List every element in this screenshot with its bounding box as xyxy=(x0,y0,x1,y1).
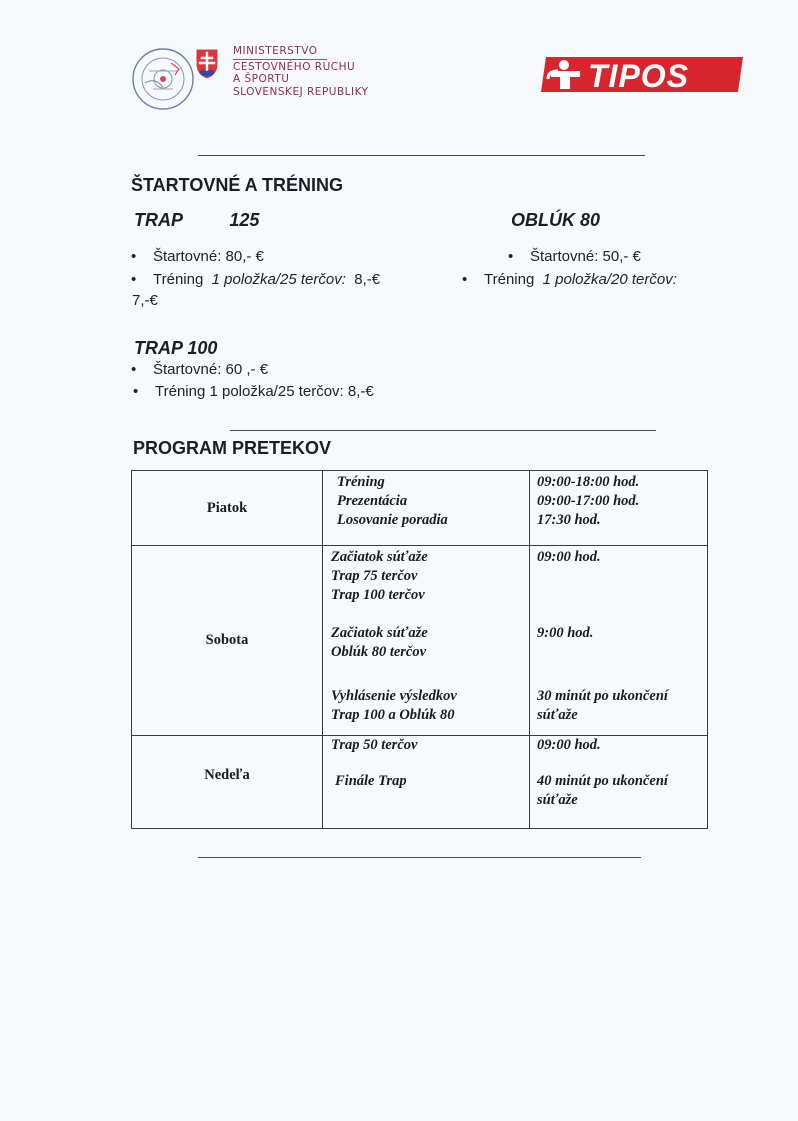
trap125-title xyxy=(134,210,259,231)
tipos-logo xyxy=(540,55,745,94)
time-line xyxy=(537,755,707,772)
trap100-startovne: • Štartovné: 60 ,- € xyxy=(131,361,269,378)
time-line: 17:30 hod. xyxy=(537,512,601,528)
time-line xyxy=(537,586,707,605)
activity-line: Losovanie poradia xyxy=(337,512,448,528)
trap125-count: 125 xyxy=(229,210,260,230)
activity-line: Začiatok súťaže xyxy=(331,549,428,565)
time-line: súťaže xyxy=(537,707,578,723)
section-divider xyxy=(230,430,656,431)
trap125-trening-price: 8,-€ xyxy=(354,271,381,288)
slovak-crest-icon xyxy=(195,48,219,80)
time-line: 30 minút po ukončení xyxy=(537,688,668,704)
time-line: súťaže xyxy=(537,792,578,808)
trap125-trening-detail: 1 položka/25 terčov: xyxy=(211,271,346,288)
day-cell xyxy=(132,471,323,546)
time-line: 09:00 hod. xyxy=(537,737,601,753)
ministry-line-1: MINISTERSTVO xyxy=(233,45,318,57)
obluk80-trening-label: Tréning xyxy=(484,271,535,288)
header-divider xyxy=(198,155,645,156)
day-label: Nedeľa xyxy=(204,766,250,783)
trap125-extra-price: 7,-€ xyxy=(132,292,158,309)
trap125-startovne-text: Štartovné: 80,- € xyxy=(153,248,264,265)
trap100-title: TRAP 100 xyxy=(134,338,218,358)
activity-line: Trap 50 terčov xyxy=(331,737,418,753)
activity-line: Trap 100 a Oblúk 80 xyxy=(331,707,455,723)
fees-section-title: ŠTARTOVNÉ A TRÉNING xyxy=(131,175,344,195)
svg-text:TIPOS: TIPOS xyxy=(588,58,690,94)
obluk80-startovne-text: Štartovné: 50,- € xyxy=(530,248,641,265)
ministry-line-2: CESTOVNÉHO RUCHU xyxy=(233,60,356,73)
activity-line: Vyhlásenie výsledkov xyxy=(331,688,457,704)
table-row-piatok xyxy=(132,471,708,546)
table-row-sobota xyxy=(132,546,708,736)
obluk80-startovne: • Štartovné: 50,- € xyxy=(508,248,641,265)
time-line xyxy=(537,605,707,624)
trap125-trening: • Tréning 1 položka/25 terčov: 8,-€ xyxy=(131,271,381,288)
day-label: Piatok xyxy=(206,499,248,516)
shooting-federation-seal xyxy=(131,47,195,111)
time-line: 09:00-17:00 hod. xyxy=(537,493,640,509)
trap125-trening-label: Tréning xyxy=(153,271,204,288)
ministry-name xyxy=(233,45,403,98)
activity-line xyxy=(331,605,529,624)
footer-divider xyxy=(198,857,641,858)
day-cell xyxy=(132,736,323,829)
trap100-trening-text: Tréning 1 položka/25 terčov: 8,-€ xyxy=(155,383,374,400)
time-line xyxy=(537,662,707,681)
trap125-label: TRAP xyxy=(134,210,183,230)
activity-line: Finále Trap xyxy=(335,773,407,789)
activity-cell xyxy=(323,546,530,736)
time-cell xyxy=(530,736,708,829)
obluk80-title: OBLÚK 80 xyxy=(511,210,601,230)
activity-line xyxy=(331,755,529,772)
time-line: 09:00 hod. xyxy=(537,549,601,565)
time-cell xyxy=(530,546,708,736)
trap100-startovne-text: Štartovné: 60 ,- € xyxy=(153,361,269,378)
time-line xyxy=(537,567,707,586)
time-line: 40 minút po ukončení xyxy=(537,773,668,789)
activity-line: Začiatok súťaže xyxy=(331,625,428,641)
day-cell xyxy=(132,546,323,736)
trap100-trening: • Tréning 1 položka/25 terčov: 8,-€ xyxy=(133,383,374,400)
time-line: 9:00 hod. xyxy=(537,625,594,641)
ministry-line-3: A ŠPORTU xyxy=(233,73,290,85)
obluk80-trening: • Tréning 1 položka/20 terčov: xyxy=(462,271,677,288)
activity-line: Oblúk 80 terčov xyxy=(331,644,427,660)
time-line xyxy=(537,643,707,662)
day-label: Sobota xyxy=(205,632,249,648)
time-cell xyxy=(530,471,708,546)
program-table xyxy=(131,470,708,829)
obluk80-trening-detail: 1 položka/20 terčov: xyxy=(542,271,677,288)
activity-line: Trap 100 terčov xyxy=(331,587,425,603)
table-row-nedela xyxy=(132,736,708,829)
time-line: 09:00-18:00 hod. xyxy=(537,474,640,490)
ministry-divider xyxy=(233,59,327,60)
activity-cell xyxy=(323,471,530,546)
activity-cell xyxy=(323,736,530,829)
ministry-line-4: SLOVENSKEJ REPUBLIKY xyxy=(233,85,369,98)
activity-line xyxy=(331,662,529,681)
activity-line: Prezentácia xyxy=(337,493,408,509)
activity-line: Tréning xyxy=(337,474,385,490)
activity-line: Trap 75 terčov xyxy=(331,568,418,584)
program-section-title: PROGRAM PRETEKOV xyxy=(133,438,332,458)
trap125-startovne: • Štartovné: 80,- € xyxy=(131,248,264,265)
